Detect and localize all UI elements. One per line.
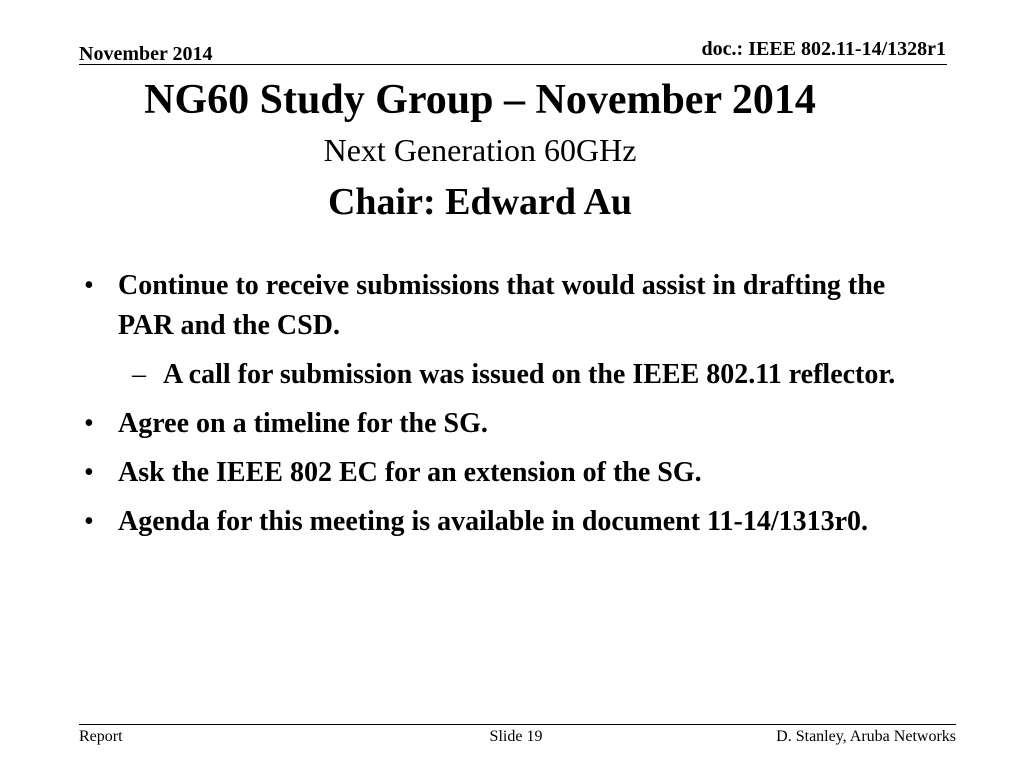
bullet-marker: •: [84, 506, 94, 537]
bullet-text: Continue to receive submissions that would assist in drafting the PAR and the CSD.: [118, 270, 886, 341]
slide-title: NG60 Study Group – November 2014: [144, 77, 816, 123]
header-date: November 2014: [79, 43, 213, 65]
bullet-text: Agenda for this meeting is available in document 11-14/1313r0.: [118, 506, 869, 537]
bullet-list: [78, 266, 938, 542]
footer-author: D. Stanley, Aruba Networks: [776, 728, 956, 745]
bullet-item: [78, 502, 938, 542]
footer-divider: [79, 724, 956, 725]
bullet-item: [78, 404, 938, 444]
bullet-marker: •: [84, 270, 94, 301]
header-divider: [79, 64, 947, 65]
sub-bullet-item: [78, 355, 938, 395]
sub-bullet-marker: –: [132, 359, 146, 390]
footer-label: Report: [79, 728, 123, 745]
slide-chair: Chair: Edward Au: [327, 181, 633, 223]
bullet-item: [78, 453, 938, 493]
bullet-item: [78, 266, 938, 346]
bullet-marker: •: [84, 457, 94, 488]
bullet-text: Ask the IEEE 802 EC for an extension of the SG.: [118, 457, 702, 488]
bullet-marker: •: [84, 408, 94, 439]
sub-bullet-text: A call for submission was issued on the IEEE 802.11 reflector.: [163, 359, 896, 390]
header-doc-id: doc.: IEEE 802.11-14/1328r1: [701, 38, 946, 60]
slide-number: Slide 19: [489, 728, 543, 745]
bullet-text: Agree on a timeline for the SG.: [118, 408, 488, 439]
slide-subtitle: Next Generation 60GHz: [323, 132, 637, 168]
